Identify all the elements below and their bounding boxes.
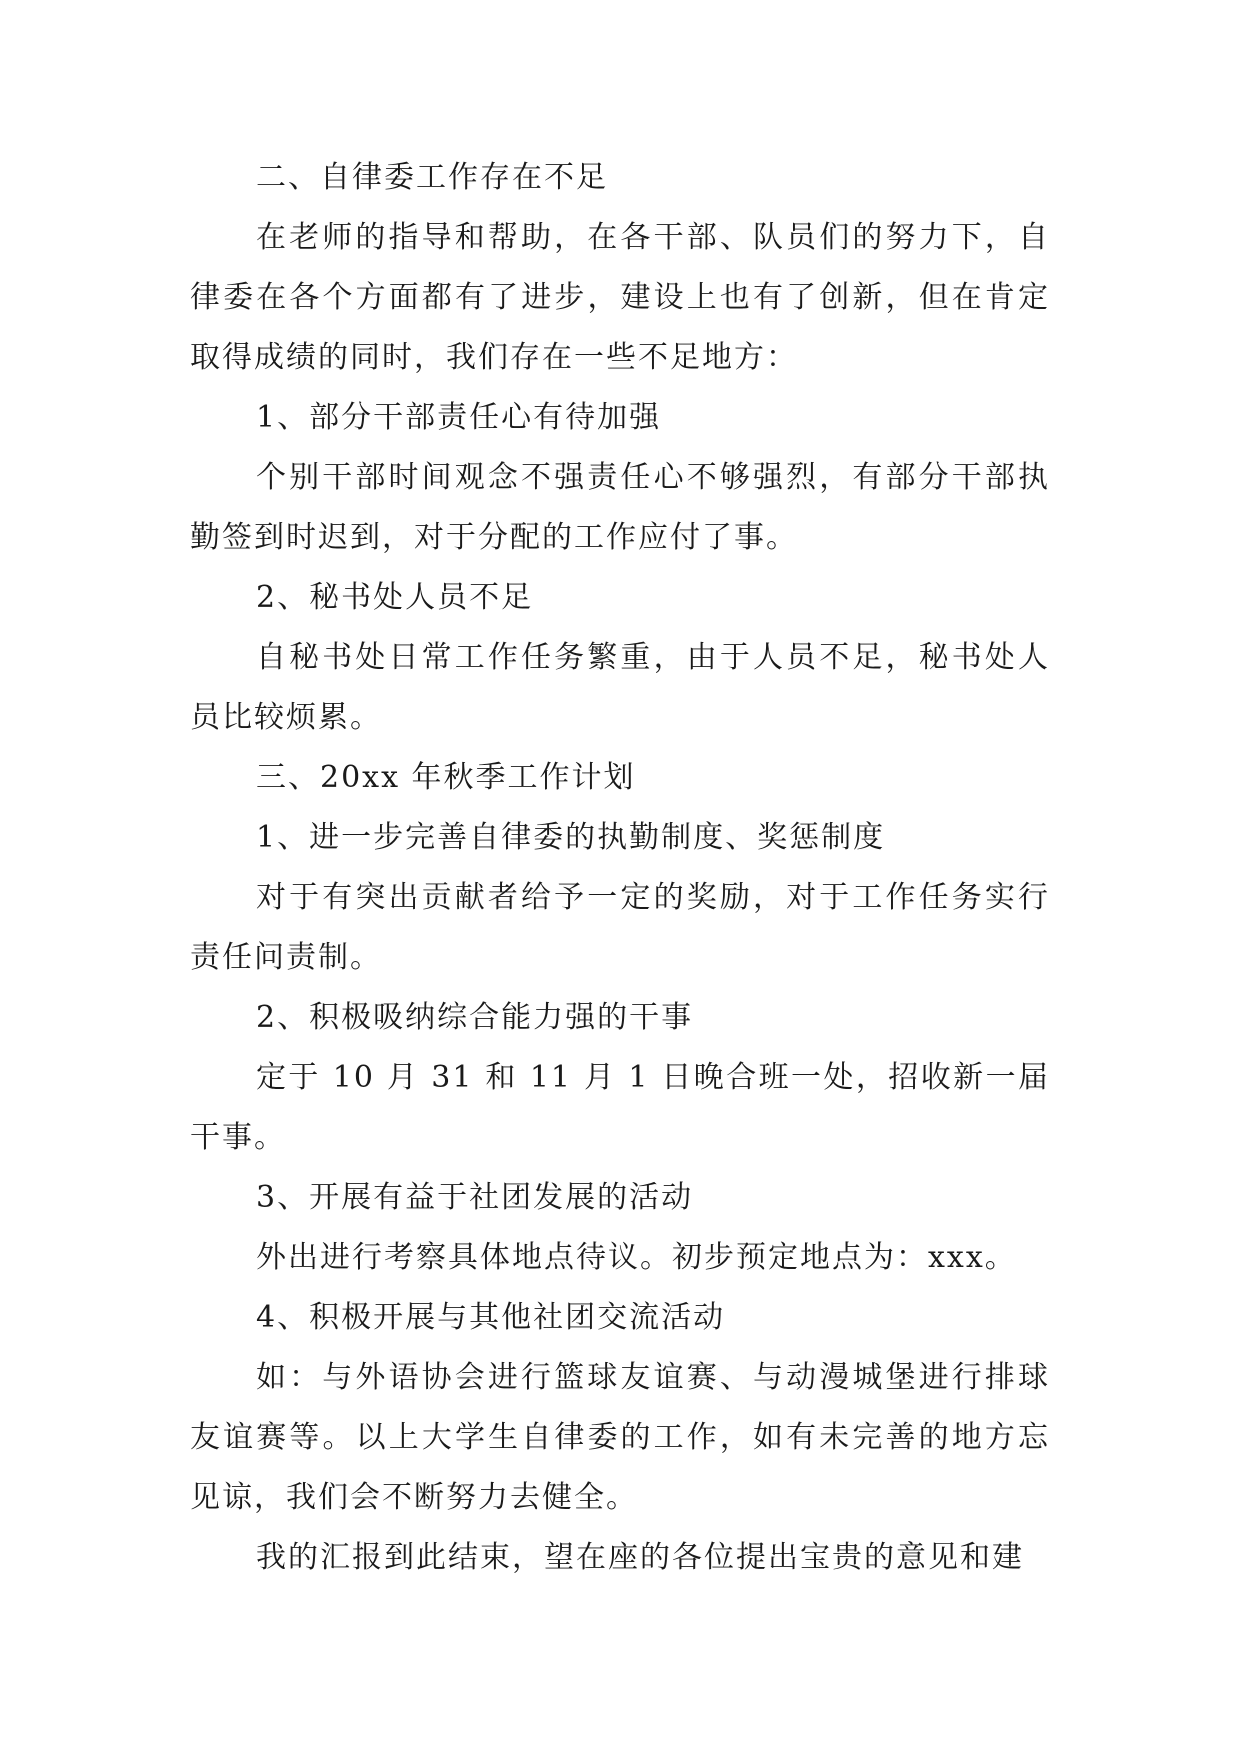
subheading-duty-system: 1、进一步完善自律委的执勤制度、奖惩制度 [256, 820, 886, 855]
paragraph-duty-system: 对于有突出贡献者给予一定的奖励，对于工作任务实行责任问责制。 [190, 880, 1050, 975]
paragraph-activities: 外出进行考察具体地点待议。初步预定地点为：xxx。 [256, 1240, 1017, 1275]
subheading-secretariat: 2、秘书处人员不足 [256, 580, 534, 615]
paragraph-deficiencies-intro: 在老师的指导和帮助，在各干部、队员们的努力下，自律委在各个方面都有了进步，建设上也有了创新，但在肯定取得成绩的同时，我们存在一些不足地方： [190, 220, 1050, 375]
paragraph-recruitment: 定于 10 月 31 和 11 月 1 日晚合班一处，招收新一届干事。 [190, 1060, 1050, 1155]
subheading-activities: 3、开展有益于社团发展的活动 [256, 1180, 694, 1215]
paragraph-closing: 我的汇报到此结束，望在座的各位提出宝贵的意见和建 [256, 1540, 1024, 1575]
section-heading-deficiencies: 二、自律委工作存在不足 [256, 160, 608, 195]
subheading-exchange: 4、积极开展与其他社团交流活动 [256, 1300, 726, 1335]
paragraph-exchange: 如：与外语协会进行篮球友谊赛、与动漫城堡进行排球友谊赛等。以上大学生自律委的工作，如有未完善的地方忘见谅，我们会不断努力去健全。 [190, 1360, 1050, 1515]
paragraph-responsibility: 个别干部时间观念不强责任心不够强烈，有部分干部执勤签到时迟到，对于分配的工作应付了事。 [190, 460, 1050, 555]
paragraph-secretariat: 自秘书处日常工作任务繁重，由于人员不足，秘书处人员比较烦累。 [190, 640, 1050, 735]
section-heading-autumn-plan: 三、20xx 年秋季工作计划 [256, 760, 636, 795]
subheading-recruitment: 2、积极吸纳综合能力强的干事 [256, 1000, 694, 1035]
subheading-responsibility: 1、部分干部责任心有待加强 [256, 400, 662, 435]
